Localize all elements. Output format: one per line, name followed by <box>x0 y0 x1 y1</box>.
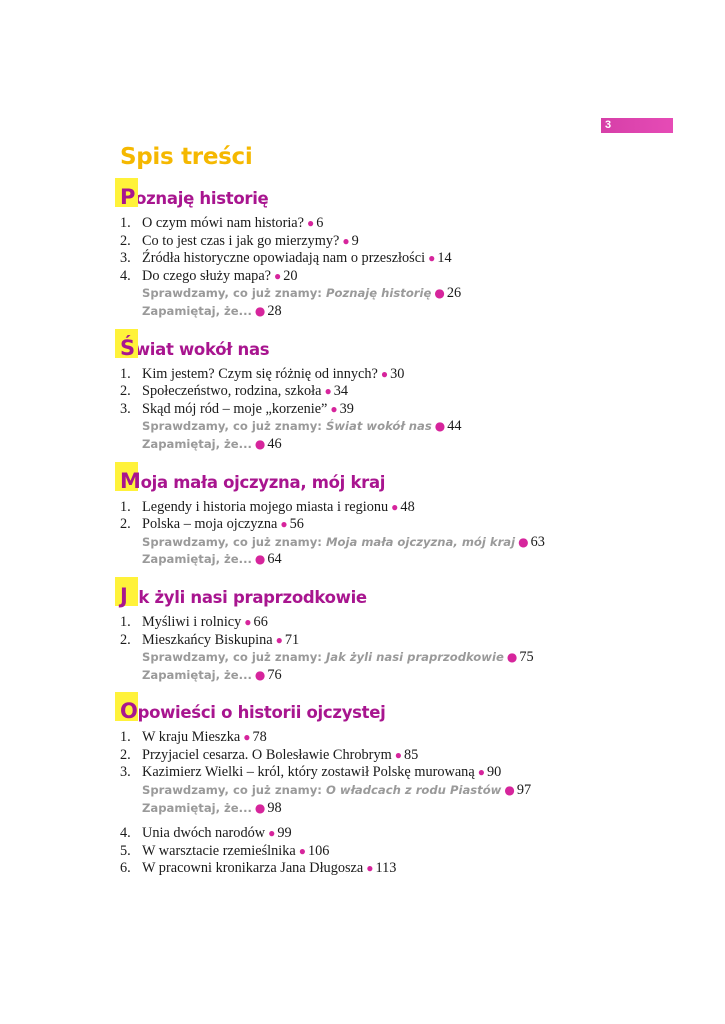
toc-section <box>120 698 680 878</box>
bullet-dot-icon: ● <box>506 650 518 665</box>
toc-item[interactable]: 6. W pracowni kronikarza Jana Długosza ● 113 <box>120 860 397 877</box>
bullet-dot-icon: ● <box>366 861 374 876</box>
bullet-dot-icon: ● <box>254 667 266 682</box>
bullet-dot-icon: ● <box>307 216 315 230</box>
bullet-dot-icon: ● <box>244 614 252 629</box>
toc-item[interactable]: 3. Skąd mój ród – moje „korzenie” ● 39 <box>120 400 354 417</box>
review-entry[interactable]: Sprawdzamy, co już znamy: O władcach z rodu Piastów ● 97 <box>142 782 532 799</box>
section-initial: J <box>120 583 128 608</box>
bullet-dot-icon: ● <box>324 384 332 399</box>
remember-entry[interactable]: Zapamiętaj, że... ● 28 <box>142 302 282 319</box>
bullet-dot-icon: ● <box>394 747 402 762</box>
bullet-dot-icon: ● <box>254 303 266 318</box>
toc-item[interactable]: 3. Źródła historyczne opowiadają nam o przeszłości ● 14 <box>120 250 452 267</box>
toc-item[interactable]: 4. Do czego służy mapa? ● 20 <box>120 267 298 284</box>
bullet-dot-icon: ● <box>268 826 276 841</box>
bullet-dot-icon: ● <box>280 517 288 532</box>
section-initial: O <box>120 699 138 724</box>
toc-item[interactable]: 1. Kim jestem? Czym się różnię od innych? ● 30 <box>120 365 405 382</box>
bullet-dot-icon: ● <box>477 765 485 780</box>
section-initial: Ś <box>120 335 135 360</box>
bullet-dot-icon: ● <box>380 366 389 381</box>
section-title: Moja mała ojczyzna, mój kraj <box>120 468 386 493</box>
bullet-dot-icon: ● <box>342 233 350 248</box>
toc-item[interactable]: 2. Przyjaciel cesarza. O Bolesławie Chrobrym ● 85 <box>120 746 419 763</box>
section-title: Opowieści o historii ojczystej <box>120 699 386 724</box>
review-entry[interactable]: Sprawdzamy, co już znamy: Moja mała ojczyzna, mój kraj ● 63 <box>142 533 545 550</box>
toc-section <box>120 184 680 321</box>
toc-item[interactable]: 1. O czym mówi nam historia? ● 6 <box>120 215 324 231</box>
toc-section <box>120 583 680 684</box>
page-number-badge: 3 <box>601 118 673 133</box>
toc-section <box>120 335 680 454</box>
section-title: Poznaję historię <box>120 185 269 209</box>
toc-item[interactable]: 1. W kraju Mieszka ● 78 <box>120 729 267 746</box>
bullet-dot-icon: ● <box>298 843 306 858</box>
section-initial: M <box>120 468 141 493</box>
bullet-dot-icon: ● <box>504 783 515 798</box>
review-entry[interactable]: Sprawdzamy, co już znamy: Świat wokół nas ● 44 <box>142 418 462 435</box>
bullet-dot-icon: ● <box>275 632 283 647</box>
bullet-dot-icon: ● <box>434 286 445 301</box>
toc-item[interactable]: 1. Myśliwi i rolnicy ● 66 <box>120 613 268 630</box>
bullet-dot-icon: ● <box>254 552 266 567</box>
toc-item[interactable]: 2. Co to jest czas i jak go mierzymy? ● 9 <box>120 232 359 249</box>
bullet-dot-icon: ● <box>243 730 251 745</box>
bullet-dot-icon: ● <box>254 800 266 815</box>
review-entry[interactable]: Sprawdzamy, co już znamy: Jak żyli nasi praprzodkowie ● 75 <box>142 649 534 666</box>
bullet-dot-icon: ● <box>391 499 399 514</box>
toc-item[interactable]: 2. Mieszkańcy Biskupina ● 71 <box>120 631 300 648</box>
toc-item[interactable]: 2. Społeczeństwo, rodzina, szkoła ● 34 <box>120 383 348 400</box>
toc-item[interactable]: 4. Unia dwóch narodów ● 99 <box>120 825 292 842</box>
remember-entry[interactable]: Zapamiętaj, że... ● 46 <box>142 435 282 452</box>
remember-entry[interactable]: Zapamiętaj, że... ● 98 <box>142 799 282 816</box>
spacer <box>120 817 680 825</box>
remember-entry[interactable]: Zapamiętaj, że... ● 64 <box>142 551 282 568</box>
toc-item[interactable]: 5. W warsztacie rzemieślnika ● 106 <box>120 842 330 859</box>
bullet-dot-icon: ● <box>428 251 436 266</box>
bullet-dot-icon: ● <box>330 401 338 416</box>
toc-title: Spis treści <box>120 144 253 170</box>
toc-item[interactable]: 2. Polska – moja ojczyzna ● 56 <box>120 516 304 533</box>
bullet-dot-icon: ● <box>254 436 266 451</box>
toc-item[interactable]: 3. Kazimierz Wielki – król, który zostawił Polskę murowaną ● 90 <box>120 764 502 781</box>
toc-section <box>120 468 680 569</box>
section-title: Świat wokół nas <box>120 335 270 360</box>
remember-entry[interactable]: Zapamiętaj, że... ● 76 <box>142 666 282 683</box>
table-of-contents <box>120 142 680 892</box>
bullet-dot-icon: ● <box>518 534 529 549</box>
section-initial: P <box>120 185 136 209</box>
review-entry[interactable]: Sprawdzamy, co już znamy: Poznaję historię ● 26 <box>142 285 462 302</box>
toc-item[interactable]: 1. Legendy i historia mojego miasta i regionu ● 48 <box>120 498 415 515</box>
bullet-dot-icon: ● <box>274 268 282 283</box>
section-title: Jak żyli nasi praprzodkowie <box>120 583 367 608</box>
bullet-dot-icon: ● <box>434 419 446 434</box>
